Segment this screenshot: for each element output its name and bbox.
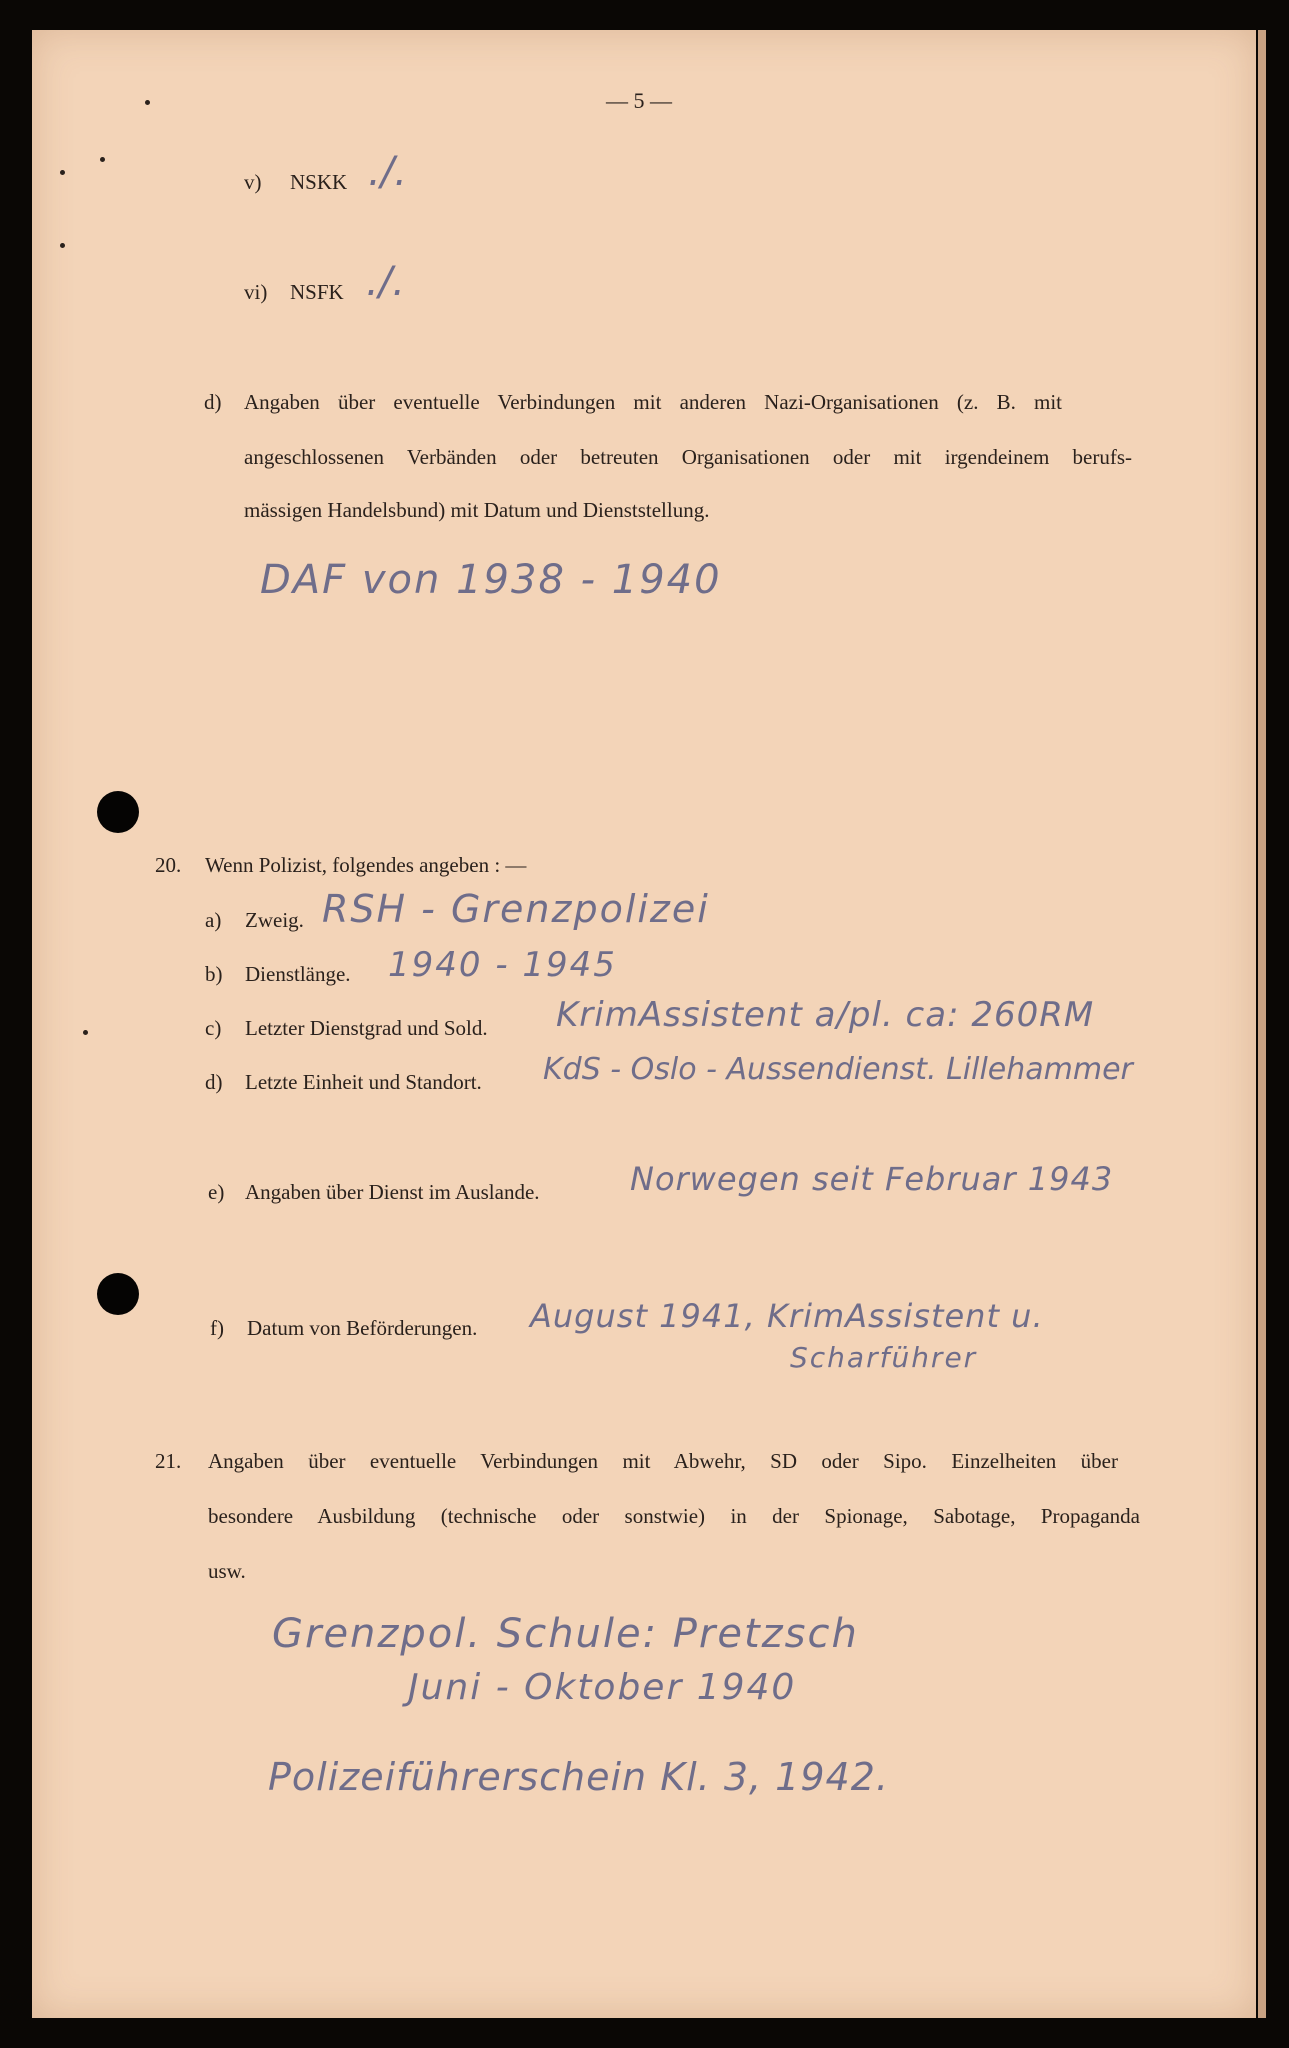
- q21-answer-1: Grenzpol. Schule: Pretzsch: [272, 1611, 859, 1657]
- q20-f-text: Datum von Beförderungen.: [247, 1316, 478, 1340]
- item-v-mark: ./.: [368, 149, 407, 195]
- speck: [60, 243, 65, 248]
- item-d-label: d): [204, 390, 222, 414]
- item-d-line-1: Angaben über eventuelle Verbindungen mit anderen Nazi-Organisationen (z. B. mit: [244, 390, 1062, 414]
- q20-b-text: Dienstlänge.: [245, 962, 351, 986]
- q20-c-answer: KrimAssistent a/pl. ca: 260RM: [556, 995, 1095, 1035]
- q20-e-label: e): [208, 1180, 225, 1204]
- q20-b-answer: 1940 - 1945: [388, 945, 617, 985]
- item-v-label: v): [244, 170, 262, 194]
- q20-e-text: Angaben über Dienst im Auslande.: [245, 1180, 540, 1204]
- item-vi-text: NSFK: [290, 280, 344, 304]
- item-v-text: NSKK: [290, 170, 348, 194]
- q20-c-label: c): [205, 1016, 222, 1040]
- q20-number: 20.: [155, 853, 182, 877]
- q21-number: 21.: [155, 1449, 182, 1473]
- item-d-line-3: mässigen Handelsbund) mit Datum und Dienststellung.: [244, 498, 710, 522]
- speck: [60, 170, 65, 175]
- q20-d-answer: KdS - Oslo - Aussendienst. Lillehammer: [543, 1052, 1133, 1087]
- q20-c-text: Letzter Dienstgrad und Sold.: [245, 1016, 488, 1040]
- speck: [145, 100, 150, 105]
- q20-a-answer: RSH - Grenzpolizei: [322, 887, 710, 931]
- q20-f-answer: August 1941, KrimAssistent u.: [530, 1297, 1044, 1335]
- speck: [83, 1030, 88, 1035]
- q21-line-3: usw.: [208, 1559, 246, 1583]
- page-edge: [1258, 30, 1266, 2018]
- item-vi-label: vi): [244, 280, 268, 304]
- q21-answer-2: Juni - Oktober 1940: [408, 1667, 797, 1708]
- q20-e-answer: Norwegen seit Februar 1943: [630, 1160, 1114, 1198]
- q20-f-label: f): [210, 1316, 224, 1340]
- item-vi-mark: ./.: [366, 259, 405, 305]
- q20-b-label: b): [205, 962, 223, 986]
- q21-line-2: besondere Ausbildung (technische oder sonstwie) in der Spionage, Sabotage, Propaganda: [208, 1504, 1140, 1528]
- punch-hole-lower: [97, 1273, 139, 1315]
- page-number: — 5 —: [606, 88, 672, 113]
- item-d-answer: DAF von 1938 - 1940: [260, 557, 722, 603]
- q21-line-1: Angaben über eventuelle Verbindungen mit Abwehr, SD oder Sipo. Einzelheiten über: [208, 1449, 1118, 1473]
- q20-d-text: Letzte Einheit und Standort.: [245, 1070, 482, 1094]
- q20-a-text: Zweig.: [245, 908, 304, 932]
- punch-hole-upper: [97, 791, 139, 833]
- q20-a-label: a): [205, 908, 222, 932]
- q20-d-label: d): [205, 1070, 223, 1094]
- q20-f-answer-line2: Scharführer: [790, 1341, 978, 1374]
- speck: [100, 157, 105, 162]
- q21-answer-3: Polizeiführerschein Kl. 3, 1942.: [268, 1755, 889, 1799]
- item-d-line-2: angeschlossenen Verbänden oder betreuten Organisationen oder mit irgendeinem berufs-: [244, 445, 1132, 469]
- q20-title: Wenn Polizist, folgendes angeben : —: [205, 853, 527, 877]
